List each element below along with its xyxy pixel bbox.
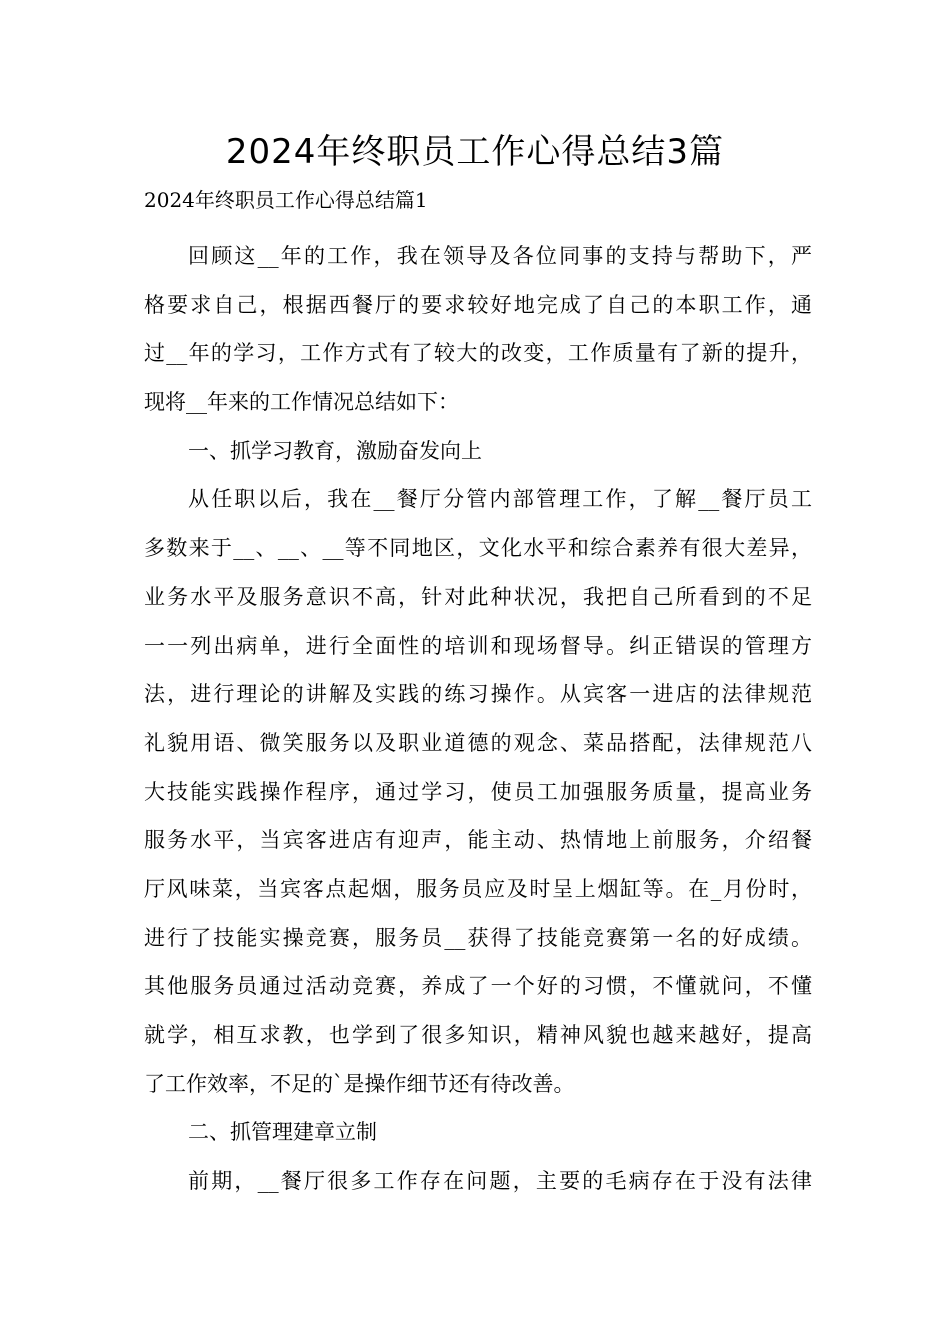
body-line: 格要求自己，根据西餐厅的要求较好地完成了自己的本职工作，通 — [144, 292, 812, 317]
document-body — [144, 232, 812, 1206]
section-subtitle: 2024年终职员工作心得总结篇1 — [144, 188, 428, 212]
body-line: 一一列出病单，进行全面性的培训和现场督导。纠正错误的管理方 — [144, 633, 812, 658]
body-line: 大技能实践操作程序，通过学习，使员工加强服务质量，提高业务 — [144, 779, 812, 804]
body-line: 回顾这__年的工作，我在领导及各位同事的支持与帮助下，严 — [188, 244, 812, 268]
body-line: 进行了技能实操竞赛，服务员__获得了技能竞赛第一名的好成绩。 — [144, 925, 812, 950]
body-line: 法，进行理论的讲解及实践的练习操作。从宾客一进店的法律规范 — [144, 682, 812, 707]
body-line: 其他服务员通过活动竞赛，养成了一个好的习惯，不懂就问，不懂 — [144, 974, 812, 999]
body-line: 礼貌用语、微笑服务以及职业道德的观念、菜品搭配，法律规范八 — [144, 730, 812, 755]
body-line: 了工作效率，不足的`是操作细节还有待改善。 — [144, 1071, 575, 1096]
body-line: 前期，__餐厅很多工作存在问题，主要的毛病存在于没有法律 — [188, 1169, 812, 1194]
body-line: 过__年的学习，工作方式有了较大的改变，工作质量有了新的提升， — [144, 341, 812, 366]
body-line: 厅风味菜，当宾客点起烟，服务员应及时呈上烟缸等。在_月份时， — [144, 876, 812, 901]
body-line: 业务水平及服务意识不高，针对此种状况，我把自己所看到的不足 — [144, 584, 812, 609]
document-title: 2024年终职员工作心得总结3篇 — [225, 132, 725, 172]
body-line: 现将__年来的工作情况总结如下： — [144, 390, 459, 415]
body-line: 从任职以后，我在__餐厅分管内部管理工作，了解__餐厅员工 — [188, 487, 812, 512]
body-line: 多数来于__、__、__等不同地区，文化水平和综合素养有很大差异， — [144, 536, 812, 561]
section-heading: 二、抓管理建章立制 — [188, 1120, 377, 1145]
body-line: 服务水平，当宾客进店有迎声，能主动、热情地上前服务，介绍餐 — [144, 828, 812, 853]
body-line: 就学，相互求教，也学到了很多知识，精神风貌也越来越好，提高 — [144, 1023, 812, 1047]
section-heading: 一、抓学习教育，激励奋发向上 — [188, 438, 482, 463]
